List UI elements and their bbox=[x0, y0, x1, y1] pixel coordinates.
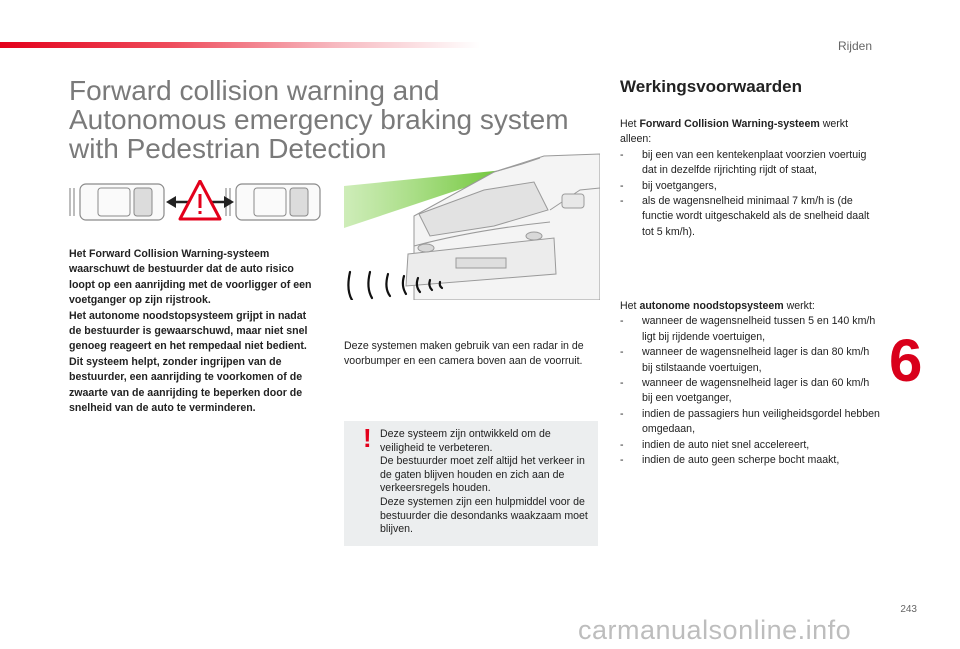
lead-suffix: werkt: bbox=[783, 300, 815, 312]
list-item: - als de wagensnelheid minimaal 7 km/h is (de functie wordt uitgeschakeld als de snelheid daalt tot 5 km/h). bbox=[620, 194, 882, 240]
collision-warning-illustration bbox=[68, 180, 332, 224]
title-line: with Pedestrian Detection bbox=[69, 133, 387, 164]
fcw-conditions bbox=[620, 117, 882, 240]
lead-prefix: Het bbox=[620, 300, 640, 312]
header-accent-bar bbox=[0, 42, 480, 48]
warning-box bbox=[344, 421, 598, 546]
fcw-list bbox=[620, 148, 882, 240]
title-line: Autonomous emergency braking system bbox=[69, 104, 569, 135]
aeb-list bbox=[620, 314, 882, 468]
fcw-lead bbox=[620, 117, 882, 148]
warning-text bbox=[380, 428, 590, 537]
lead-suffix: werkt alleen: bbox=[620, 118, 849, 146]
van-front-icon bbox=[406, 154, 600, 300]
list-item: - indien de passagiers hun veiligheidsgordel hebben omgedaan, bbox=[620, 407, 882, 438]
list-item: - bij voetgangers, bbox=[620, 179, 882, 194]
chapter-number: 6 bbox=[889, 327, 923, 394]
list-item: - wanneer de wagensnelheid lager is dan 60 km/h bij een voetganger, bbox=[620, 376, 882, 407]
intro-text bbox=[69, 247, 317, 416]
conditions-heading: Werkingsvoorwaarden bbox=[620, 77, 803, 96]
title-line: Forward collision warning and bbox=[69, 75, 440, 106]
warning-line: Deze systemen zijn een hulpmiddel voor de bestuurder die desondanks waakzaam moet blijven. bbox=[380, 495, 588, 536]
intro-paragraph: Dit systeem helpt, zonder ingrijpen van de bestuurder, een aanrijding te voorkomen of de zwaarte van de aanrijding te beperken door de snelheid van de auto te verminderen. bbox=[69, 355, 303, 415]
aeb-lead bbox=[620, 299, 882, 314]
rear-car-icon bbox=[70, 184, 164, 220]
warning-triangle-icon bbox=[180, 181, 220, 219]
exclamation-icon: ! bbox=[363, 423, 372, 453]
fcw-system-name: Forward Collision Warning-systeem bbox=[639, 118, 820, 130]
radar-description: Deze systemen maken gebruik van een radar in de voorbumper en een camera boven aan de voorruit. bbox=[344, 340, 584, 368]
page-number: 243 bbox=[900, 604, 917, 615]
intro-paragraph: Het autonome noodstopsysteem grijpt in nadat de bestuurder is gewaarschuwd, maar niet snel genoeg reageert en het rempedaal niet bedient. bbox=[69, 309, 308, 353]
list-item: - indien de auto geen scherpe bocht maakt, bbox=[620, 453, 882, 468]
list-item: - wanneer de wagensnelheid tussen 5 en 140 km/h ligt bij rijdende voertuigen, bbox=[620, 314, 882, 345]
list-item: - bij een van een kentekenplaat voorzien voertuig dat in dezelfde rijrichting rijdt of staat, bbox=[620, 148, 882, 179]
aeb-conditions bbox=[620, 299, 882, 468]
front-car-icon bbox=[226, 184, 320, 220]
watermark: carmanualsonline.info bbox=[578, 615, 852, 645]
section-title: Rijden bbox=[837, 39, 872, 53]
aeb-system-name: autonome noodstopsysteem bbox=[639, 300, 784, 312]
warning-line: De bestuurder moet zelf altijd het verkeer in de gaten blijven houden en zich aan de verkeersregels houden. bbox=[380, 455, 585, 495]
intro-paragraph: Het Forward Collision Warning-systeem waarschuwt de bestuurder dat de auto risico loopt op een aanrijding met de voorligger of een voetganger op zijn rijstrook. bbox=[69, 248, 312, 307]
list-item: - wanneer de wagensnelheid lager is dan 80 km/h bij stilstaande voertuigen, bbox=[620, 345, 882, 376]
warning-line: Deze systeem zijn ontwikkeld om de veiligheid te verbeteren. bbox=[380, 428, 551, 454]
list-item: - indien de auto niet snel accelereert, bbox=[620, 438, 882, 453]
van-radar-illustration bbox=[344, 150, 600, 300]
lead-prefix: Het bbox=[620, 118, 640, 130]
